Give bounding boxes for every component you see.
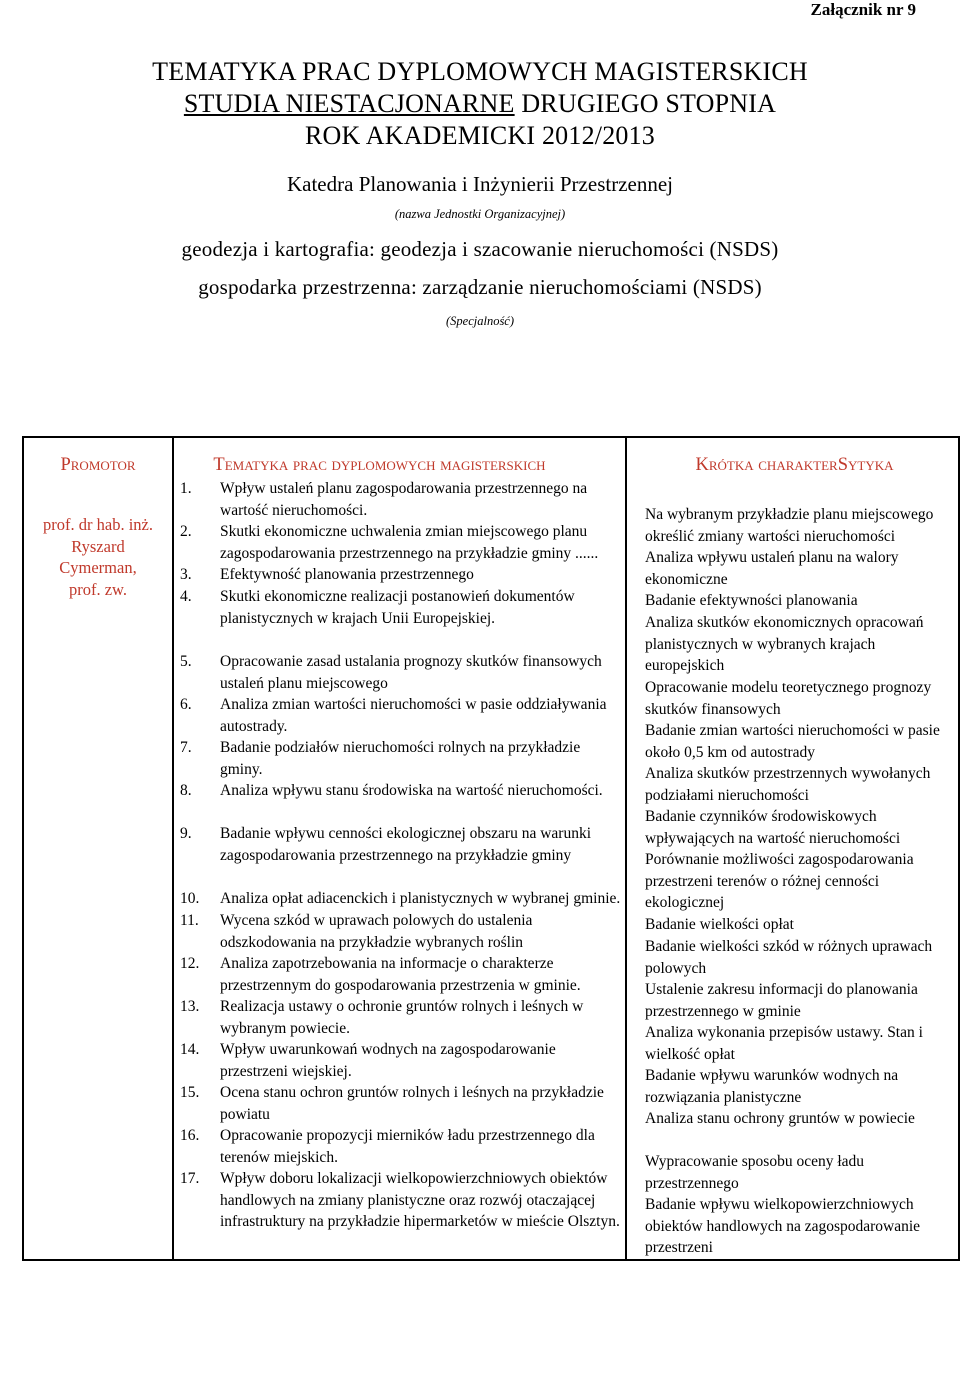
topic-text: Wpływ uwarunkowań wodnych na zagospodarowanie przestrzeni wiejskiej. [220,1041,556,1080]
characteristic-item: Badanie czynników środowiskowych wpływających na wartość nieruchomości [645,808,901,847]
topic-item [180,1125,623,1168]
promotor-line-2: Ryszard [71,536,125,556]
characteristic-item: Badanie wielkości opłat [645,916,794,933]
topics-list [174,478,625,1233]
topic-item [180,1168,623,1233]
characteristic-item: Opracowanie modelu teoretycznego prognozy skutków finansowych [645,679,932,718]
characteristic-item: Badanie wpływu wielkopowierzchniowych obiektów handlowych na zagospodarowanie przestrzeni [645,1196,921,1256]
specialization-2: gospodarka przestrzenna: zarządzanie nieruchomościami (NSDS) [198,275,762,299]
topic-text: Badanie wpływu cenności ekologicznej obszaru na warunki zagospodarowania przestrzennego na przykładzie gminy [220,825,592,864]
title-line-2-rest: DRUGIEGO STOPNIA [514,89,777,118]
topic-number: 7. [180,739,192,756]
characteristics-cell [626,437,959,1260]
header-topics: Tematyka prac dyplomowych magisterskich [213,455,546,475]
topic-number: 11. [180,912,199,929]
characteristic-item: Wypracowanie sposobu oceny ładu przestrzennego [645,1153,865,1192]
topic-number: 5. [180,653,192,670]
topic-number: 16. [180,1127,200,1144]
topic-item [180,521,623,564]
characteristic-item: Analiza skutków ekonomicznych opracowań planistycznych w wybranych krajach europejskich [645,614,924,674]
promotor-line-1: prof. dr hab. inż. [43,515,153,534]
department-note: (nazwa Jednostki Organizacyjnej) [394,207,566,221]
topic-text: Wycena szkód w uprawach polowych do ustalenia odszkodowania na przykładzie wybranych roślin [220,912,533,951]
topic-text: Wpływ doboru lokalizacji wielkopowierzchniowych obiektów handlowych na zmiany planistyczne oraz rozwój otaczającej infrastruktury na przykładzie hipermarketów w mieście Olsztyn. [220,1170,620,1230]
topic-text: Skutki ekonomiczne uchwalenia zmian miejscowego planu zagospodarowania przestrzennego na przykładzie gminy ...... [220,523,599,562]
topic-text: Opracowanie zasad ustalania prognozy skutków finansowych ustaleń planu miejscowego [220,653,602,692]
topic-item [180,888,623,910]
characteristic-item: Badanie wielkości szkód w różnych uprawach polowych [645,938,933,977]
topic-item [180,586,623,651]
characteristic-item: Analiza wykonania przepisów ustawy. Stan i wielkość opłat [645,1024,923,1063]
topic-number: 3. [180,566,192,583]
topic-item [180,651,623,694]
topic-text: Analiza zmian wartości nieruchomości w pasie oddziaływania autostrady. [220,696,607,735]
topic-item [180,564,623,586]
topic-item [180,910,623,953]
topics-cell [173,437,626,1260]
topic-text: Analiza wpływu stanu środowiska na wartość nieruchomości. [220,782,603,799]
topic-number: 10. [180,890,200,907]
topic-number: 15. [180,1084,200,1101]
topic-text: Analiza zapotrzebowania na informacje o charakterze przestrzennym do gospodarowania przestrzenia w gminie. [220,955,581,994]
characteristic-item: Analiza stanu ochrony gruntów w powiecie [645,1110,915,1127]
topic-text: Ocena stanu ochron gruntów rolnych i leśnych na przykładzie powiatu [220,1084,604,1123]
characteristic-item: Na wybranym przykładzie planu miejscowego określić zmiany wartości nieruchomości [645,506,934,545]
characteristics-list [627,504,958,1259]
annex-label: Załącznik nr 9 [810,0,916,19]
topic-item [180,823,623,888]
topic-text: Wpływ ustaleń planu zagospodarowania przestrzennego na wartość nieruchomości. [220,480,588,519]
specialization-1: geodezja i kartografia: geodezja i szacowanie nieruchomości (NSDS) [181,237,779,261]
topic-item [180,953,623,996]
topic-item [180,478,623,521]
characteristic-item: Porównanie możliwości zagospodarowania przestrzeni terenów o różnej cenności ekologicznej [645,851,914,911]
topic-number: 9. [180,825,192,842]
promotor-name [24,514,172,600]
characteristic-item: Analiza skutków przestrzennych wywołanych podziałami nieruchomości [645,765,931,804]
topic-number: 13. [180,998,200,1015]
topic-number: 4. [180,588,192,605]
title-line-1: TEMATYKA PRAC DYPLOMOWYCH MAGISTERSKICH [152,57,808,86]
topic-text: Skutki ekonomiczne realizacji postanowień dokumentów planistycznych w krajach Unii Europejskiej. [220,588,575,627]
topic-number: 12. [180,955,200,972]
topic-number: 6. [180,696,192,713]
characteristic-item: Ustalenie zakresu informacji do planowania przestrzennego w gminie [645,981,918,1020]
topic-text: Opracowanie propozycji mierników ładu przestrzennego dla terenów miejskich. [220,1127,595,1166]
characteristic-item: Analiza wpływu ustaleń planu na walory ekonomiczne [645,549,899,588]
characteristic-item: Badanie zmian wartości nieruchomości w pasie około 0,5 km od autostrady [645,722,940,761]
topic-text: Realizacja ustawy o ochronie gruntów rolnych i leśnych w wybranym powiecie. [220,998,584,1037]
title-line-2 [0,88,960,120]
topic-number: 1. [180,480,192,497]
title-line-3: ROK AKADEMICKI 2012/2013 [304,121,656,150]
table-header-row [23,437,959,1260]
topic-item [180,1082,623,1125]
topic-number: 2. [180,523,192,540]
title-underlined: STUDIA NIESTACJONARNE [183,89,515,118]
characteristic-item: Badanie efektywności planowania [645,592,858,609]
topic-item [180,1039,623,1082]
topic-text: Analiza opłat adiacenckich i planistycznych w wybranej gminie. [220,890,621,907]
promotor-cell [23,437,173,1260]
header-promotor: Promotor [60,455,136,475]
promotor-line-4: prof. zw. [68,579,128,599]
topic-text: Efektywność planowania przestrzennego [220,566,474,583]
header-characteristics: Krótka charakterSytyka [695,455,894,475]
topic-item [180,780,623,823]
specialization-note: (Specjalność) [445,314,515,328]
document-header [0,56,960,329]
topics-table [22,436,960,1261]
promotor-line-3: Cymerman, [59,558,137,577]
topic-text: Badanie podziałów nieruchomości rolnych na przykładzie gminy. [220,739,581,778]
topic-item [180,694,623,737]
department-name: Katedra Planowania i Inżynierii Przestrzennej [286,172,673,196]
topic-number: 14. [180,1041,200,1058]
characteristic-item: Badanie wpływu warunków wodnych na rozwiązania planistyczne [645,1067,899,1106]
topic-item [180,996,623,1039]
topic-number: 17. [180,1170,200,1187]
topic-item [180,737,623,780]
topic-number: 8. [180,782,192,799]
